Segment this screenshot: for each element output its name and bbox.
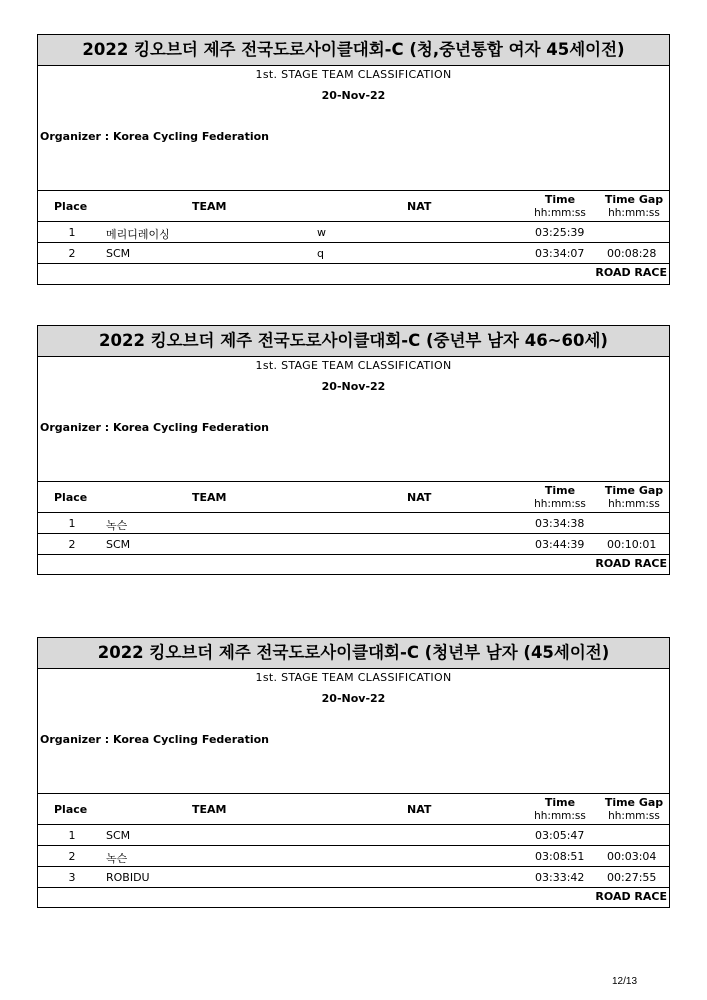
row-time: 03:05:47 <box>535 829 585 842</box>
header-time: Time hh:mm:ss <box>534 796 586 822</box>
table-row <box>38 846 669 867</box>
header-time-gap: Time Gap hh:mm:ss <box>604 796 664 822</box>
row-place: 2 <box>68 538 76 551</box>
race-date: 20-Nov-22 <box>321 89 386 102</box>
header-team: TEAM <box>192 803 227 816</box>
row-place: 1 <box>68 829 76 842</box>
race-date: 20-Nov-22 <box>321 692 386 705</box>
row-place: 3 <box>68 871 76 884</box>
header-time: Time hh:mm:ss <box>534 193 586 219</box>
classification-block-2 <box>37 325 670 575</box>
header-place: Place <box>54 803 88 816</box>
stage-label: 1st. STAGE TEAM CLASSIFICATION <box>255 671 452 684</box>
classification-block-1 <box>37 34 670 285</box>
header-time-gap: Time Gap hh:mm:ss <box>604 193 664 219</box>
organizer: Organizer : Korea Cycling Federation <box>40 733 270 746</box>
header-place: Place <box>54 491 88 504</box>
stage-label: 1st. STAGE TEAM CLASSIFICATION <box>255 68 452 81</box>
row-time: 03:33:42 <box>535 871 585 884</box>
header-time-gap: Time Gap hh:mm:ss <box>604 484 664 510</box>
header-team: TEAM <box>192 200 227 213</box>
table-row <box>38 513 669 534</box>
race-type-footer: ROAD RACE <box>595 266 667 279</box>
row-time: 03:25:39 <box>535 226 585 239</box>
row-nat: q <box>317 247 324 260</box>
block-title: 2022 킹오브더 제주 전국도로사이클대회-C (청년부 남자 (45세이전) <box>38 638 669 669</box>
header-nat: NAT <box>407 803 432 816</box>
table-row <box>38 534 669 555</box>
row-gap: 00:10:01 <box>607 538 657 551</box>
row-place: 2 <box>68 247 76 260</box>
header-team: TEAM <box>192 491 227 504</box>
header-place: Place <box>54 200 88 213</box>
table-row <box>38 222 669 243</box>
table-row <box>38 867 669 888</box>
table-header <box>38 481 669 513</box>
row-time: 03:34:38 <box>535 517 585 530</box>
table-row <box>38 825 669 846</box>
row-team: 녹슨 <box>106 519 128 532</box>
block-title: 2022 킹오브더 제주 전국도로사이클대회-C (중년부 남자 46~60세) <box>38 326 669 357</box>
row-time: 03:34:07 <box>535 247 585 260</box>
row-place: 2 <box>68 850 76 863</box>
row-gap: 00:27:55 <box>607 871 657 884</box>
row-gap: 00:03:04 <box>607 850 657 863</box>
row-gap: 00:08:28 <box>607 247 657 260</box>
header-time: Time hh:mm:ss <box>534 484 586 510</box>
page-number: 12/13 <box>612 976 638 987</box>
row-team: SCM <box>106 538 131 551</box>
row-nat: w <box>317 226 326 239</box>
row-team: SCM <box>106 829 131 842</box>
row-team: ROBIDU <box>106 871 150 884</box>
row-team: 메리디레이싱 <box>106 228 170 241</box>
row-team: SCM <box>106 247 131 260</box>
table-header <box>38 190 669 222</box>
table-row <box>38 243 669 264</box>
row-time: 03:44:39 <box>535 538 585 551</box>
race-date: 20-Nov-22 <box>321 380 386 393</box>
table-header <box>38 793 669 825</box>
row-team: 녹슨 <box>106 852 128 865</box>
row-time: 03:08:51 <box>535 850 585 863</box>
block-title: 2022 킹오브더 제주 전국도로사이클대회-C (청,중년통합 여자 45세이전) <box>38 35 669 66</box>
header-nat: NAT <box>407 491 432 504</box>
header-nat: NAT <box>407 200 432 213</box>
row-place: 1 <box>68 517 76 530</box>
row-place: 1 <box>68 226 76 239</box>
stage-label: 1st. STAGE TEAM CLASSIFICATION <box>255 359 452 372</box>
race-type-footer: ROAD RACE <box>595 557 667 570</box>
organizer: Organizer : Korea Cycling Federation <box>40 130 270 143</box>
organizer: Organizer : Korea Cycling Federation <box>40 421 270 434</box>
classification-block-3 <box>37 637 670 908</box>
race-type-footer: ROAD RACE <box>595 890 667 903</box>
